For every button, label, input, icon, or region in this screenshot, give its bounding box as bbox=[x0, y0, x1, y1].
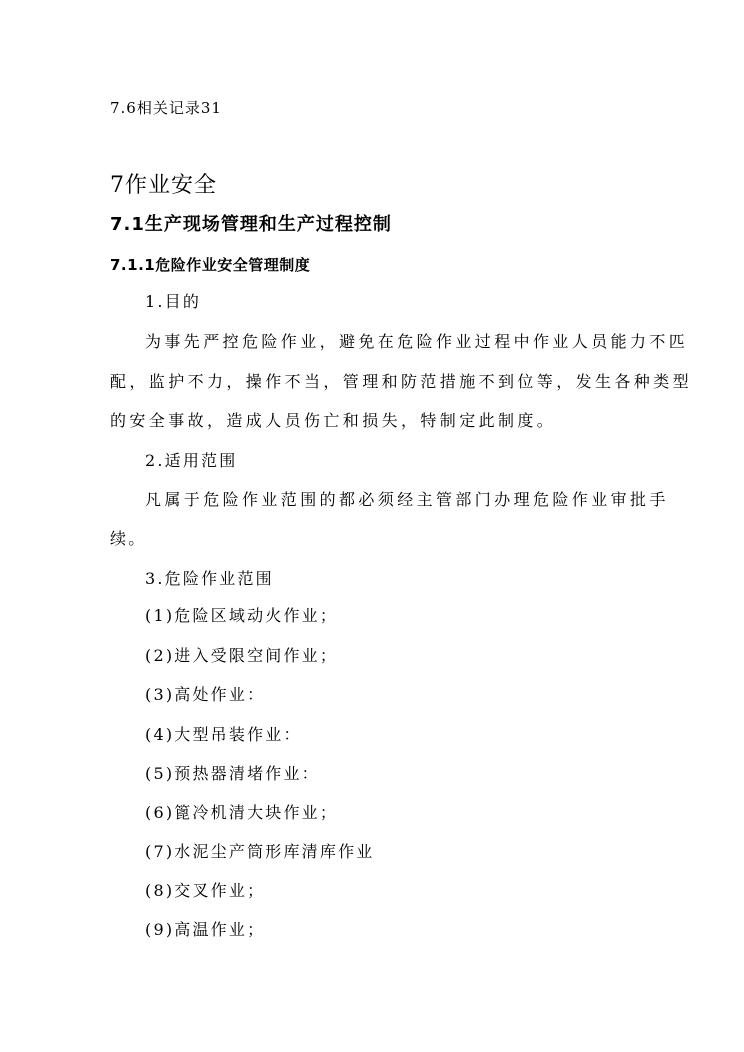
section-title: 7作业安全 bbox=[110, 173, 217, 198]
range-item-7: (7)水泥尘产筒形库清库作业 bbox=[145, 842, 375, 861]
purpose-line-3: 的安全事故，造成人员伤亡和损失，特制定此制度。 bbox=[110, 411, 557, 430]
purpose-line-2: 配，监护不力，操作不当，管理和防范措施不到位等，发生各种类型 bbox=[110, 372, 693, 391]
range-item-9: (9)高温作业； bbox=[145, 920, 266, 939]
range-item-2: (2)进入受限空间作业； bbox=[145, 646, 339, 665]
range-item-6: (6)篦冷机清大块作业； bbox=[145, 803, 339, 822]
purpose-line-1: 为事先严控危险作业，避免在危险作业过程中作业人员能力不匹 bbox=[145, 332, 689, 351]
purpose-heading: 1.目的 bbox=[145, 292, 202, 311]
range-item-1: (1)危险区域动火作业； bbox=[145, 606, 339, 625]
scope-heading: 2.适用范围 bbox=[145, 451, 238, 470]
range-heading: 3.危险作业范围 bbox=[145, 569, 274, 588]
toc-entry: 7.6相关记录31 bbox=[110, 99, 222, 117]
range-item-4: (4)大型吊装作业： bbox=[145, 725, 302, 744]
range-item-8: (8)交叉作业； bbox=[145, 881, 266, 900]
scope-line-2: 续。 bbox=[110, 529, 147, 548]
subsection-title: 7.1生产现场管理和生产过程控制 bbox=[110, 214, 392, 235]
scope-line-1: 凡属于危险作业范围的都必须经主管部门办理危险作业审批手 bbox=[145, 490, 669, 509]
range-item-5: (5)预热器清堵作业： bbox=[145, 764, 320, 783]
subsubsection-title: 7.1.1危险作业安全管理制度 bbox=[110, 256, 311, 274]
range-item-3: (3)高处作业： bbox=[145, 685, 266, 704]
